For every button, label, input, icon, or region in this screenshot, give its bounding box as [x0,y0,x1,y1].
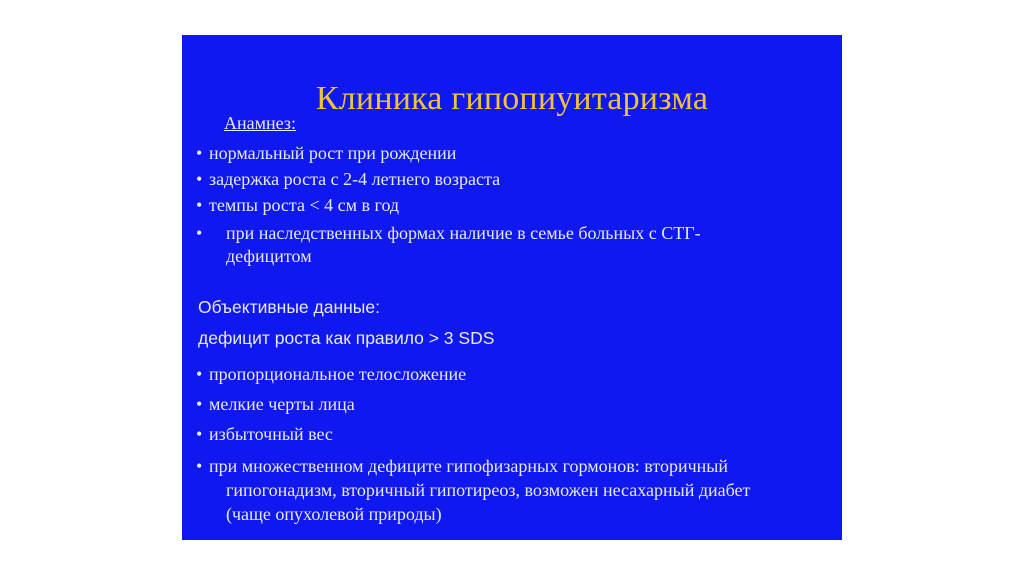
bullet-icon: • [196,364,203,384]
anamnesis-hereditary-line-1: при наследственных формах наличие в семье больных с СТГ- [226,223,701,243]
objective-item-3: избыточный вес [209,424,333,444]
anamnesis-item-3: темпы роста < 4 см в год [209,195,400,215]
anamnesis-hereditary-line-2: дефицитом [226,246,312,266]
slide [182,35,842,540]
bullet-icon: • [196,424,203,444]
objective-item-1: пропорциональное телосложение [209,364,467,384]
slide-title: Клиника гипопиуитаризма [315,80,709,117]
objective-multiple-line-1: при множественном дефиците гипофизарных гормонов: вторичный [209,456,728,476]
objective-multiple-line-2: гипогонадизм, вторичный гипотиреоз, возможен несахарный диабет [226,480,751,500]
anamnesis-heading: Анамнез: [224,113,296,133]
objective-item-2: мелкие черты лица [209,394,355,414]
bullet-icon: • [196,143,203,163]
objective-multiple-line-3: (чаще опухолевой природы) [226,504,442,524]
bullet-icon: • [196,223,203,243]
bullet-icon: • [196,169,203,189]
bullet-icon: • [196,394,203,414]
anamnesis-item-1: нормальный рост при рождении [209,143,457,163]
objective-deficit: дефицит роста как правило > 3 SDS [198,328,495,348]
bullet-icon: • [196,456,203,476]
objective-heading: Объективные данные: [198,297,380,317]
bullet-icon: • [196,195,203,215]
anamnesis-item-2: задержка роста с 2-4 летнего возраста [209,169,501,189]
